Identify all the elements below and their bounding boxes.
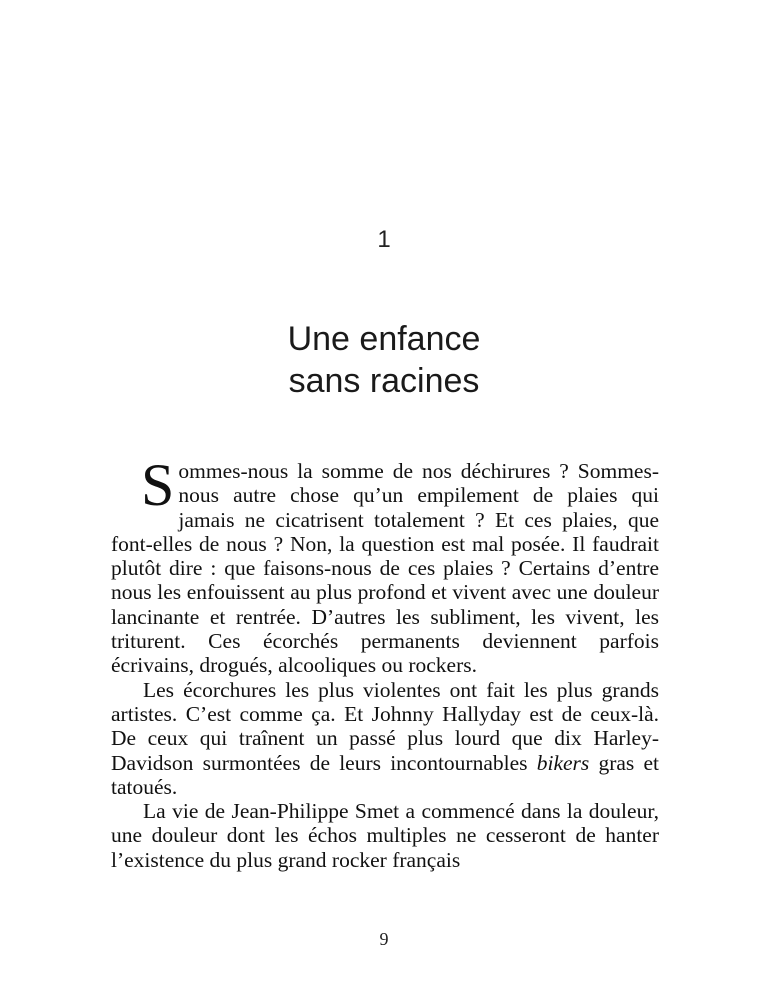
paragraph-2-text-end: gras et tatoués. [111, 750, 659, 799]
chapter-title [0, 318, 768, 402]
paragraph-2-italic: bikers [536, 750, 590, 775]
paragraph-2 [111, 678, 659, 799]
chapter-number: 1 [377, 226, 391, 253]
drop-cap: S [141, 452, 175, 518]
paragraph-1 [111, 452, 659, 678]
chapter-body [111, 452, 659, 872]
chapter-title-line-1: Une enfance [287, 320, 481, 358]
page-number: 9 [379, 929, 389, 949]
paragraph-2-text-start: Les écorchures les plus violentes ont fait les plus grands artistes. C’est comme ça. Et Johnny Hallyday est de ceux-là. De ceux qui traînent un passé plus lourd que dix Harley-Davidson surmontées de leurs incontournables [111, 677, 659, 775]
paragraph-1-text: ommes-nous la somme de nos déchirures ? Sommes-nous autre chose qu’un empilement de plaies qui jamais ne cicatrisent totalement ? Et ces plaies, que font-elles de nous ? Non, la question est mal posée. Il faudrait plutôt dire : que faisons-nous de ces plaies ? Certains d’entre nous les enfouissent au plus profond et vivent avec une douleur lancinante et rentrée. D’autres les subliment, les vivent, les triturent. Ces écorchés permanents deviennent parfois écrivains, drogués, alcooliques ou rockers. [111, 459, 659, 678]
chapter-title-line-2: sans racines [288, 362, 480, 400]
paragraph-3: La vie de Jean-Philippe Smet a commencé dans la douleur, une douleur dont les échos multiples ne cesseront de hanter l’existence du plus grand rocker français [111, 799, 659, 872]
